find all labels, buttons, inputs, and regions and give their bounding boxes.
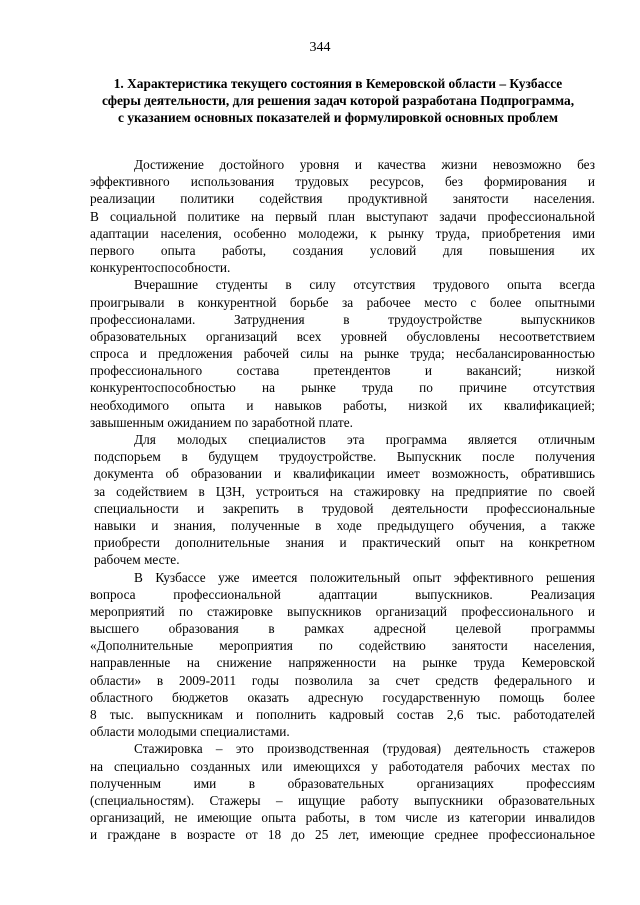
- paragraph-line: «Дополнительные мероприятия по содействию занятости населения,: [90, 638, 595, 654]
- paragraph-line: В социальной политике на первый план выступают задачи профессиональной: [90, 208, 595, 224]
- paragraph-line: мероприятий по стажировке выпускников организаций профессионального и: [90, 603, 595, 619]
- paragraph: [90, 740, 595, 843]
- paragraph-line: и граждане в возрасте от 18 до 25 лет, имеющие среднее профессиональное: [90, 827, 595, 843]
- paragraph-line: Для молодых специалистов эта программа является отличным: [134, 432, 595, 447]
- heading-line: с указанием основных показателей и формулировкой основных проблем: [118, 110, 558, 125]
- paragraph-line: 8 тыс. выпускникам и пополнить кадровый состав 2,6 тыс. работодателей: [90, 707, 595, 722]
- paragraph-line: (специальностям). Стажеры – ищущие работу выпускники образовательных: [90, 792, 595, 808]
- paragraph-line: проигрывали в конкурентной борьбе за рабочее место с более опытными: [90, 294, 595, 310]
- paragraph-line: областного бюджетов оказать адресную государственную помощь более: [90, 689, 595, 705]
- paragraph-line: необходимого опыта и навыков работы, низкой их квалификацией;: [90, 397, 595, 413]
- paragraph-line: высшего образования в рамках адресной целевой программы: [90, 621, 595, 637]
- paragraph-line: профессионального состава претендентов и вакансий; низкой: [90, 363, 595, 379]
- paragraph-line: завышенным ожиданием по заработной плате.: [90, 414, 353, 430]
- paragraph-line: реализации политики содействия продуктивной занятости населения.: [90, 191, 595, 207]
- paragraph-line: вопроса профессиональной адаптации выпускников. Реализация: [90, 586, 595, 602]
- paragraph-line: полученным ими в образовательных организациях профессиям: [90, 775, 595, 791]
- paragraph-line: специальности и закрепить в трудовой деятельности профессиональные: [94, 500, 595, 516]
- paragraph-line: Стажировка – это производственная (трудовая) деятельность стажеров: [134, 741, 595, 757]
- paragraph-line: области» в 2009-2011 годы позволила за счет средств федерального и: [90, 672, 595, 688]
- paragraph-line: документа об образовании и квалификации имеет возможность, обратившись: [94, 466, 595, 482]
- paragraph-line: навыки и знания, полученные в ходе предыдущего обучения, а также: [94, 517, 595, 533]
- paragraph-line: подспорьем в будущем трудоустройстве. Выпускник после получения: [94, 449, 595, 465]
- paragraph-line: Достижение достойного уровня и качества жизни невозможно без: [134, 157, 595, 172]
- paragraph-line: области молодыми специалистами.: [90, 724, 290, 740]
- paragraph-line: за содействием в ЦЗН, устроиться на стажировку на предприятие по своей: [94, 483, 595, 499]
- paragraph-line: направленные на снижение напряженности на рынке труда Кемеровской: [90, 655, 595, 671]
- paragraph-line: конкурентоспособности.: [90, 260, 231, 276]
- paragraph: [90, 569, 595, 741]
- paragraph-line: конкурентоспособностью на рынке труда по причине отсутствия: [90, 380, 595, 396]
- heading-line: 1. Характеристика текущего состояния в Кемеровской области – Кузбассе: [113, 76, 563, 91]
- paragraph-line: рабочем месте.: [94, 552, 180, 568]
- paragraph-line: образовательных организаций всех уровней обусловлены несоответствием: [90, 328, 595, 344]
- paragraph-line: Вчерашние студенты в силу отсутствия трудового опыта всегда: [134, 277, 595, 293]
- paragraph-line: эффективного использования трудовых ресурсов, без формирования и: [90, 174, 595, 190]
- page-number: 344: [309, 40, 331, 55]
- paragraph-line: на специально созданных или имеющихся у работодателя рабочих местах по: [90, 758, 595, 774]
- paragraph-line: В Кузбассе уже имеется положительный опыт эффективного решения: [134, 569, 595, 585]
- paragraph: [90, 431, 595, 569]
- paragraph: [90, 276, 595, 431]
- paragraph-line: адаптации населения, особенно молодежи, к рынку труда, приобретения ими: [90, 225, 595, 241]
- paragraph-line: спроса и предложения рабочей силы на рынке труда; несбалансированностью: [90, 346, 595, 362]
- document-body: [90, 156, 595, 844]
- paragraph-line: приобрести дополнительные знания и практический опыт на конкретном: [94, 535, 595, 551]
- paragraph-line: профессионалами. Затруднения в трудоустройстве выпускников: [90, 311, 595, 327]
- paragraph: [90, 156, 595, 276]
- heading-line: сферы деятельности, для решения задач которой разработана Подпрограмма,: [101, 93, 575, 108]
- paragraph-line: первого опыта работы, создания условий для повышения их: [90, 242, 595, 258]
- paragraph-line: организаций, не имеющие опыта работы, в том числе из категории инвалидов: [90, 810, 595, 826]
- section-heading: [88, 75, 588, 126]
